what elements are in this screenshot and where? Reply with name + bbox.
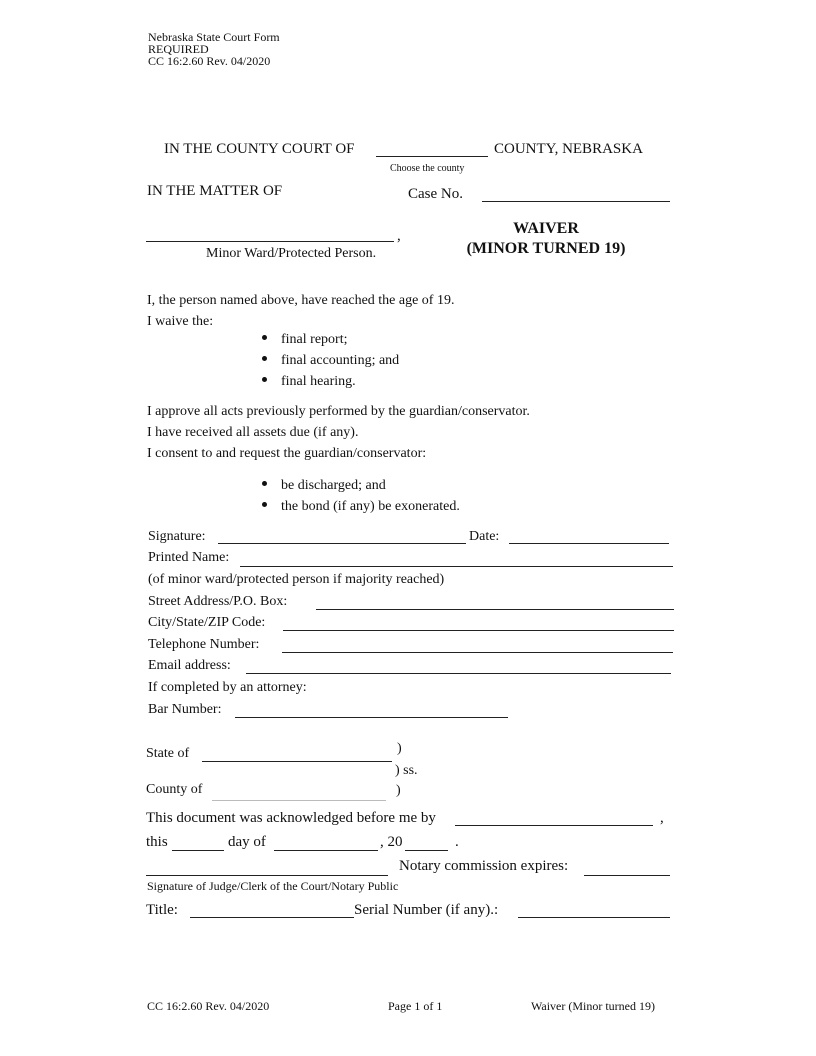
city-label: City/State/ZIP Code: — [148, 615, 266, 630]
matter-label: IN THE MATTER OF — [147, 183, 283, 199]
date-period: . — [455, 834, 459, 850]
state-paren: ) — [397, 741, 402, 756]
county-paren: ) — [396, 783, 401, 798]
street-label: Street Address/P.O. Box: — [148, 594, 288, 609]
footer-title: Waiver (Minor turned 19) — [531, 999, 655, 1013]
date-label: Date: — [469, 529, 500, 544]
waive-item — [262, 332, 347, 348]
state-field[interactable] — [202, 761, 392, 762]
footer-page: Page 1 of 1 — [388, 999, 443, 1013]
minor-name-field[interactable] — [146, 241, 394, 242]
signature-label: Signature: — [148, 529, 206, 544]
ack-comma: , — [660, 810, 664, 826]
notary-county-field[interactable] — [212, 800, 386, 801]
intro-waive: I waive the: — [147, 314, 214, 329]
waive-item — [262, 353, 399, 369]
county-field[interactable] — [376, 156, 488, 157]
bullet-icon — [262, 481, 267, 486]
waive-item-text: final hearing. — [281, 374, 356, 389]
approve-text: I approve all acts previously performed by the guardian/conservator. — [147, 404, 530, 419]
consent-item-text: the bond (if any) be exonerated. — [281, 499, 460, 514]
commission-field[interactable] — [584, 875, 670, 876]
received-text: I have received all assets due (if any). — [147, 425, 359, 440]
year-prefix: , 20 — [380, 834, 403, 850]
phone-field[interactable] — [282, 652, 673, 653]
ack-name-field[interactable] — [455, 825, 653, 826]
signature-caption: Signature of Judge/Clerk of the Court/Notary Public — [147, 879, 399, 893]
court-prefix: IN THE COUNTY COURT OF — [164, 141, 355, 157]
email-field[interactable] — [246, 673, 671, 674]
consent-item-text: be discharged; and — [281, 478, 386, 493]
party-label: Minor Ward/Protected Person. — [206, 246, 377, 261]
consent-item — [262, 499, 460, 515]
court-suffix: COUNTY, NEBRASKA — [494, 141, 643, 157]
ack-label: This document was acknowledged before me by — [146, 810, 436, 826]
year-field[interactable] — [405, 850, 448, 851]
notary-signature-field[interactable] — [146, 875, 388, 876]
intro-age: I, the person named above, have reached the age of 19. — [147, 293, 455, 308]
county-hint: Choose the county — [390, 163, 465, 174]
street-field[interactable] — [316, 609, 674, 610]
bullet-icon — [262, 377, 267, 382]
title-label: Title: — [146, 902, 178, 918]
city-field[interactable] — [283, 630, 674, 631]
signature-field[interactable] — [218, 543, 466, 544]
doc-title-line1: WAIVER — [513, 220, 579, 237]
phone-label: Telephone Number: — [148, 637, 260, 652]
day-field[interactable] — [172, 850, 224, 851]
bar-number-label: Bar Number: — [148, 702, 222, 717]
ss-mark: ) ss. — [395, 763, 418, 778]
waive-item — [262, 374, 356, 390]
serial-field[interactable] — [518, 917, 670, 918]
case-no-field[interactable] — [482, 201, 670, 202]
consent-text: I consent to and request the guardian/conservator: — [147, 446, 427, 461]
state-label: State of — [146, 746, 190, 761]
email-label: Email address: — [148, 658, 231, 673]
waive-item-text: final accounting; and — [281, 353, 400, 368]
name-comma: , — [397, 228, 401, 244]
day-of-label: day of — [228, 834, 266, 850]
bar-number-field[interactable] — [235, 717, 508, 718]
doc-title-line2: (MINOR TURNED 19) — [466, 240, 626, 257]
county-label: County of — [146, 782, 203, 797]
bullet-icon — [262, 356, 267, 361]
printed-name-label: Printed Name: — [148, 550, 230, 565]
form-header-line2: REQUIRED — [148, 42, 209, 56]
bullet-icon — [262, 502, 267, 507]
this-label: this — [146, 834, 168, 850]
month-field[interactable] — [274, 850, 378, 851]
serial-label: Serial Number (if any).: — [354, 902, 499, 918]
title-field[interactable] — [190, 917, 354, 918]
printed-name-field[interactable] — [240, 566, 673, 567]
commission-label: Notary commission expires: — [399, 858, 569, 874]
footer-form-id: CC 16:2.60 Rev. 04/2020 — [147, 999, 270, 1013]
date-field[interactable] — [509, 543, 669, 544]
form-header-line3: CC 16:2.60 Rev. 04/2020 — [148, 54, 271, 68]
attorney-note: If completed by an attorney: — [148, 680, 307, 695]
case-no-label: Case No. — [408, 186, 463, 202]
waive-item-text: final report; — [281, 332, 348, 347]
bullet-icon — [262, 335, 267, 340]
consent-item — [262, 478, 386, 494]
printed-name-note: (of minor ward/protected person if majority reached) — [148, 572, 445, 587]
form-header-line1: Nebraska State Court Form — [148, 30, 280, 44]
